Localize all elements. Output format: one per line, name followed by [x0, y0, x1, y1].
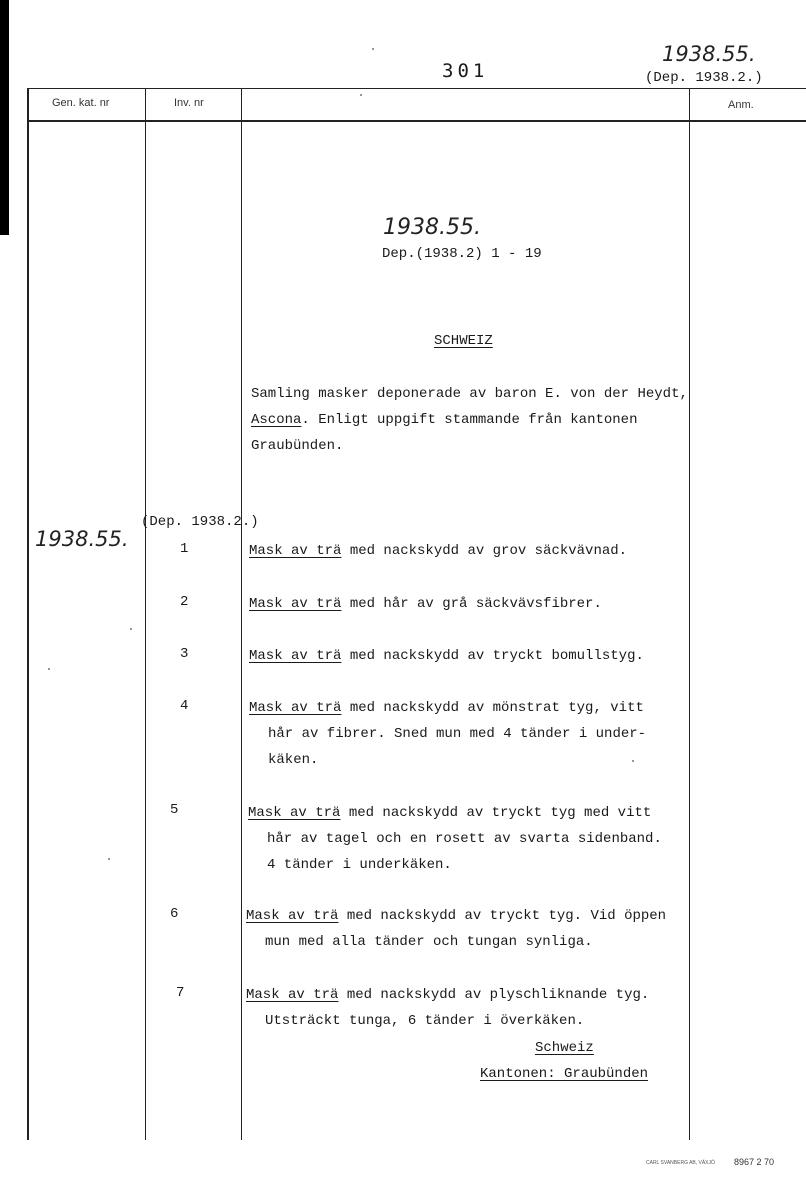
corner-handwritten-number: 1938.55.: [662, 42, 756, 66]
entry-1-lead: Mask av trä: [249, 543, 342, 559]
entry-number-5: 5: [170, 802, 179, 818]
entry-5-line-2: hår av tagel och en rosett av svarta sidenband.: [267, 831, 662, 847]
entry-6-line-1: med nackskydd av tryckt tyg. Vid öppen: [338, 908, 667, 924]
intro-line-2-rest: . Enligt uppgift stammande från kantonen: [301, 412, 638, 428]
footer-printer: CARL SVANBERG AB, VÄXJÖ: [646, 1160, 715, 1166]
inv-dep-number: (Dep. 1938.2.): [141, 514, 259, 530]
scan-speck: [108, 858, 110, 860]
intro-place-name: Ascona: [251, 412, 302, 428]
entry-6-lead: Mask av trä: [246, 908, 339, 924]
heading-dep-line: Dep.(1938.2) 1 - 19: [382, 246, 542, 262]
entry-number-3: 3: [180, 646, 189, 662]
entry-number-1: 1: [180, 541, 189, 557]
left-border-line: [27, 88, 29, 1140]
scan-speck: [130, 628, 132, 630]
entry-number-7: 7: [176, 985, 185, 1001]
entry-2-line-1: med hår av grå säckvävsfibrer.: [341, 596, 602, 612]
entry-2-lead: Mask av trä: [249, 596, 342, 612]
section-title: SCHWEIZ: [434, 333, 493, 349]
entry-6-line-2: mun med alla tänder och tungan synliga.: [265, 934, 593, 950]
entry-number-6: 6: [170, 906, 179, 922]
scan-speck: [632, 760, 634, 762]
entry-number-2: 2: [180, 594, 189, 610]
entry-2: [249, 591, 602, 617]
entry-5-line-3: 4 tänder i underkäken.: [267, 857, 452, 873]
intro-line-3: Graubünden.: [251, 438, 344, 454]
entry-7-lead: Mask av trä: [246, 987, 339, 1003]
left-edge-bar: [0, 0, 9, 235]
closing-region: Kantonen: Graubünden: [480, 1066, 649, 1082]
header-anm: Anm.: [728, 99, 754, 111]
entry-7: [246, 982, 649, 1034]
column-divider-2: [241, 88, 242, 1140]
entry-1-line-1: med nackskydd av grov säckvävnad.: [341, 543, 628, 559]
entry-number-4: 4: [180, 698, 189, 714]
scan-speck: [360, 94, 362, 96]
scan-speck: [48, 668, 50, 670]
entry-5-lead: Mask av trä: [248, 805, 341, 821]
corner-dep-number: (Dep. 1938.2.): [645, 70, 763, 86]
gen-kat-handwritten-number: 1938.55.: [35, 527, 129, 551]
entry-3: [249, 643, 644, 669]
entry-7-line-2: Utsträckt tunga, 6 tänder i överkäken.: [265, 1013, 585, 1029]
entry-4-line-1: med nackskydd av mönstrat tyg, vitt: [341, 700, 644, 716]
entry-4-lead: Mask av trä: [249, 700, 342, 716]
header-inv-nr: Inv. nr: [174, 97, 204, 109]
column-divider-3: [689, 88, 690, 1140]
entry-5: [248, 800, 662, 878]
scan-speck: [372, 48, 374, 50]
column-divider-1: [145, 88, 146, 1140]
entry-4-line-2: hår av fibrer. Sned mun med 4 tänder i under-: [268, 726, 647, 742]
closing-country: Schweiz: [535, 1040, 594, 1056]
page-number: 301: [442, 60, 489, 82]
entry-3-lead: Mask av trä: [249, 648, 342, 664]
entry-7-line-1: med nackskydd av plyschliknande tyg.: [338, 987, 650, 1003]
intro-line-1: Samling masker deponerade av baron E. von der Heydt,: [251, 386, 688, 402]
entry-5-line-1: med nackskydd av tryckt tyg med vitt: [340, 805, 652, 821]
entry-4-line-3: käken.: [268, 752, 319, 768]
entry-3-line-1: med nackskydd av tryckt bomullstyg.: [341, 648, 644, 664]
entry-1: [249, 538, 627, 564]
intro-line-2: [251, 412, 637, 428]
entry-4: [249, 695, 646, 773]
entry-6: [246, 903, 666, 955]
heading-handwritten-number: 1938.55.: [383, 215, 481, 240]
header-gen-kat-nr: Gen. kat. nr: [52, 97, 110, 109]
footer-code: 8967 2 70: [734, 1157, 775, 1167]
